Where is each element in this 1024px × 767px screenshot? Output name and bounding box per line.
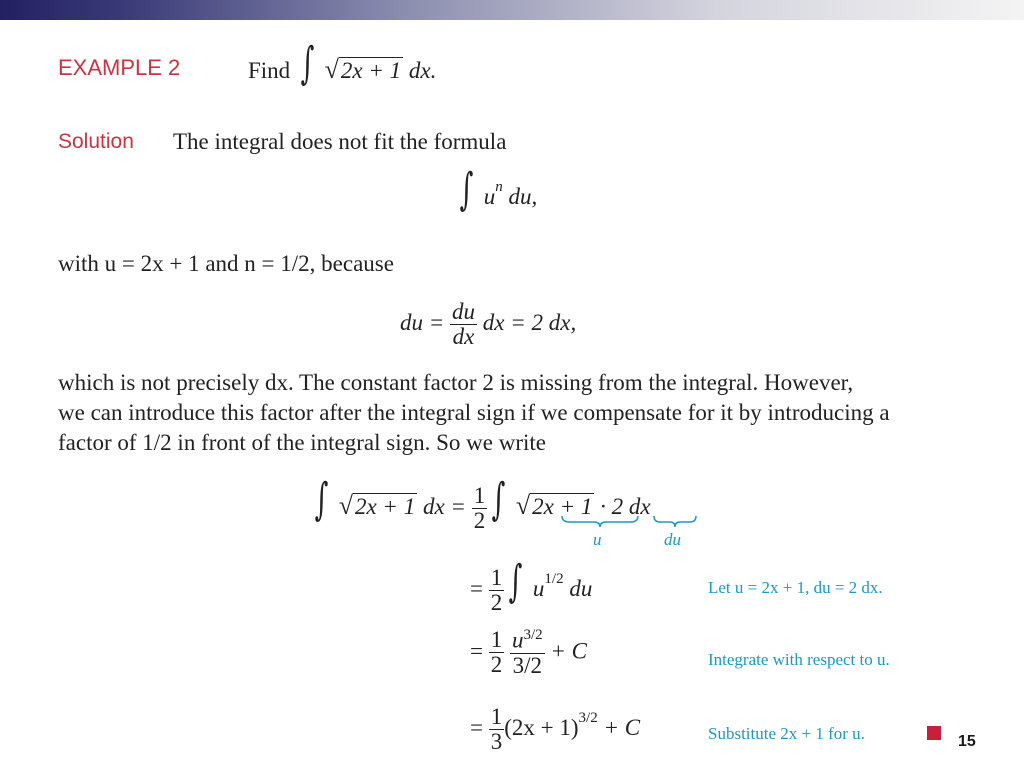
step-line-2: = $\frac{1}{2}$ ∫ $u^{1/2}$ du <box>470 556 593 616</box>
paragraph-line-3: factor of 1/2 in front of the integral sign. So we write <box>58 430 546 455</box>
du-brace <box>652 514 698 528</box>
page-number: 15 <box>958 733 976 750</box>
paragraph-line-2: we can introduce this factor after the integral sign if we compensate for it by introducing a <box>58 400 890 425</box>
integral-sign: ∫ <box>300 38 315 89</box>
u-label: u <box>593 530 602 549</box>
title-gradient-bar <box>0 0 1024 20</box>
step-line-4: = $\frac{1}{3}$ $(2x + 1)^{3/2} + C$ <box>470 704 641 755</box>
solution-label: Solution <box>58 130 134 153</box>
end-of-solution-marker <box>927 726 941 740</box>
formula-integral: ∫ $u^n$ du, <box>459 164 538 215</box>
solution-intro: The integral does not fit the formula <box>173 129 507 154</box>
du-equation: du = $\frac{du}{dx}$ dx = 2 dx, <box>400 299 577 350</box>
du-label: du <box>664 530 681 549</box>
dx-text: dx. <box>408 58 437 83</box>
example-label: EXAMPLE 2 <box>58 55 181 80</box>
step-line-1: ∫ √ 2x + 1 dx = $\frac{1}{2}$ ∫ √ 2x + 1 · 2 dx <box>314 474 651 534</box>
step-line-3: = $\frac{1}{2}$ $\frac{u^{3/2}}{3/2}$ + C <box>470 627 588 678</box>
du-dx-fraction: $\frac{du}{dx}$ <box>452 299 476 350</box>
paragraph-line-1: which is not precisely dx. The constant factor 2 is missing from the integral. However, <box>58 370 854 395</box>
step-3-note: Integrate with respect to u. <box>708 650 890 669</box>
step-2-note: Let u = 2x + 1, du = 2 dx. <box>708 578 883 597</box>
with-line: with u = 2x + 1 and n = 1/2, because <box>58 251 394 276</box>
u-brace <box>560 514 640 528</box>
example-problem <box>248 38 437 89</box>
step-4-note: Substitute 2x + 1 for u. <box>708 724 865 743</box>
sqrt-expression: √ 2x + 1 <box>324 55 402 84</box>
find-word: Find <box>248 58 291 83</box>
